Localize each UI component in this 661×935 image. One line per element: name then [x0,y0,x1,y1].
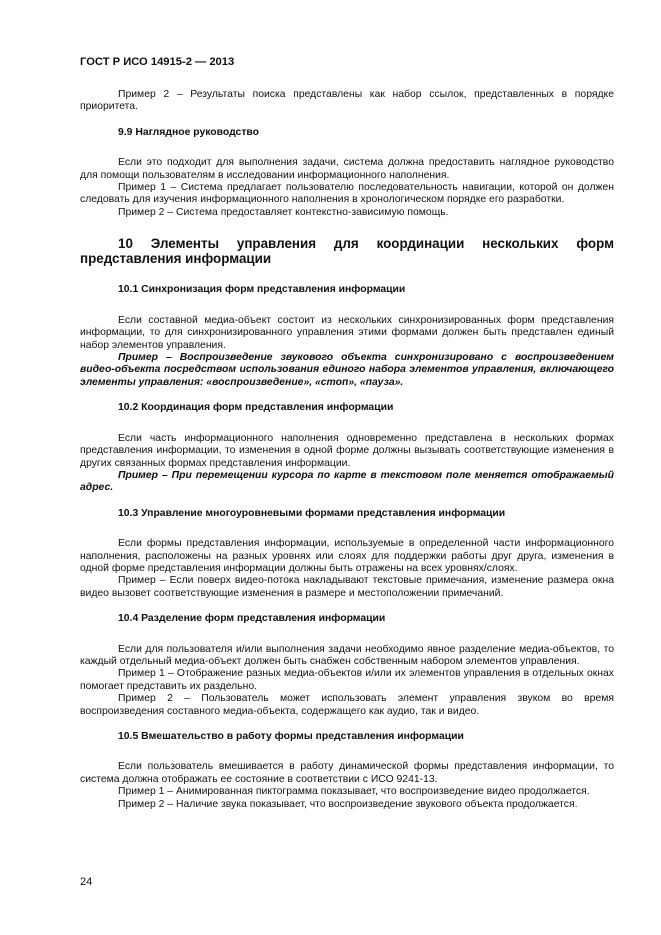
page-content [80,89,614,811]
paragraph: Если формы представления информации, используемые в определенной части информационного наполнения, расположены на разных уровнях или слоях для поддержки работы друг друга, изменения в одной форме представления информации должны быть отражены на всех уровнях/слоях. [80,538,614,574]
paragraph: Если для пользователя и/или выполнения задачи необходимо явное разделение медиа-объектов, то каждый отдельный медиа-объект должен быть снабжен собственным набором элементов управления. [80,643,614,667]
page-number: 24 [80,876,93,888]
paragraph: Если это подходит для выполнения задачи, система должна предоставить наглядное руководство для помощи пользователям в исследовании информационного наполнения. [80,157,614,181]
section-heading-10-4: 10.4 Разделение форм представления информации [118,613,386,625]
paragraph: Если часть информационного наполнения одновременно представлена в нескольких формах представления информации, то изменения в одной форме должны вызывать соответствующие изменения в других связанных формах представления информации. [80,432,614,469]
paragraph: Пример 2 – Результаты поиска представлены как набор ссылок, представленных в порядке приоритета. [80,89,614,113]
paragraph: Пример 2 – Пользователь может использовать элемент управления звуком во время воспроизведения составного медиа-объекта, содержащего как аудио, так и видео. [80,693,614,717]
paragraph: Пример 1 – Система предлагает пользователю последовательность навигации, которой он должен следовать для изучения информационного наполнения в хронологическом порядке его разработки. [80,182,614,206]
paragraph: Пример – Если поверх видео-потока накладывают текстовые примечания, изменение размера окна видео вызовет соответствующие изменения в размере и местоположении примечаний. [80,575,614,599]
example-paragraph: Пример – При перемещении курсора по карте в текстовом поле меняется отображаемый адрес. [80,469,614,494]
section-heading-9-9: 9.9 Наглядное руководство [118,126,260,138]
section-heading-10-2: 10.2 Координация форм представления информации [118,402,394,414]
paragraph: Пример 1 – Анимированная пиктограмма показывает, что воспроизведение видео продолжается. [118,786,590,798]
paragraph: Пример 1 – Отображение разных медиа-объектов и/или их элементов управления в отдельных окнах помогает представить их раздельно. [80,668,614,692]
document-header: ГОСТ Р ИСО 14915-2 — 2013 [80,56,235,68]
section-heading-10-3: 10.3 Управление многоуровневыми формами представления информации [118,507,506,519]
paragraph: Если пользователь вмешивается в работу динамической формы представления информации, то система должна отображать ее состояние в соответствии с ИСО 9241-13. [80,761,614,785]
chapter-heading-10: 10 Элементы управления для координации нескольких форм представления информации [80,236,614,266]
example-paragraph: Пример – Воспроизведение звукового объекта синхронизировано с воспроизведением видео-объекта посредством использования единого набора элементов управления, включающего элементы управления: «воспроизведение», «стоп», «пауза». [80,352,614,388]
paragraph: Пример 2 – Система предоставляет контекстно-зависимую помощь. [118,206,449,218]
section-heading-10-1: 10.1 Синхронизация форм представления информации [118,284,406,296]
paragraph: Пример 2 – Наличие звука показывает, что воспроизведение звукового объекта продолжается. [118,798,578,810]
document-page [80,0,614,935]
section-heading-10-5: 10.5 Вмешательство в работу формы представления информации [118,731,464,742]
paragraph: Если составной медиа-объект состоит из нескольких синхронизированных форм представления информации, то для синхронизированного управления этими формами должен быть представлен единый набор элементов управления. [80,314,614,351]
